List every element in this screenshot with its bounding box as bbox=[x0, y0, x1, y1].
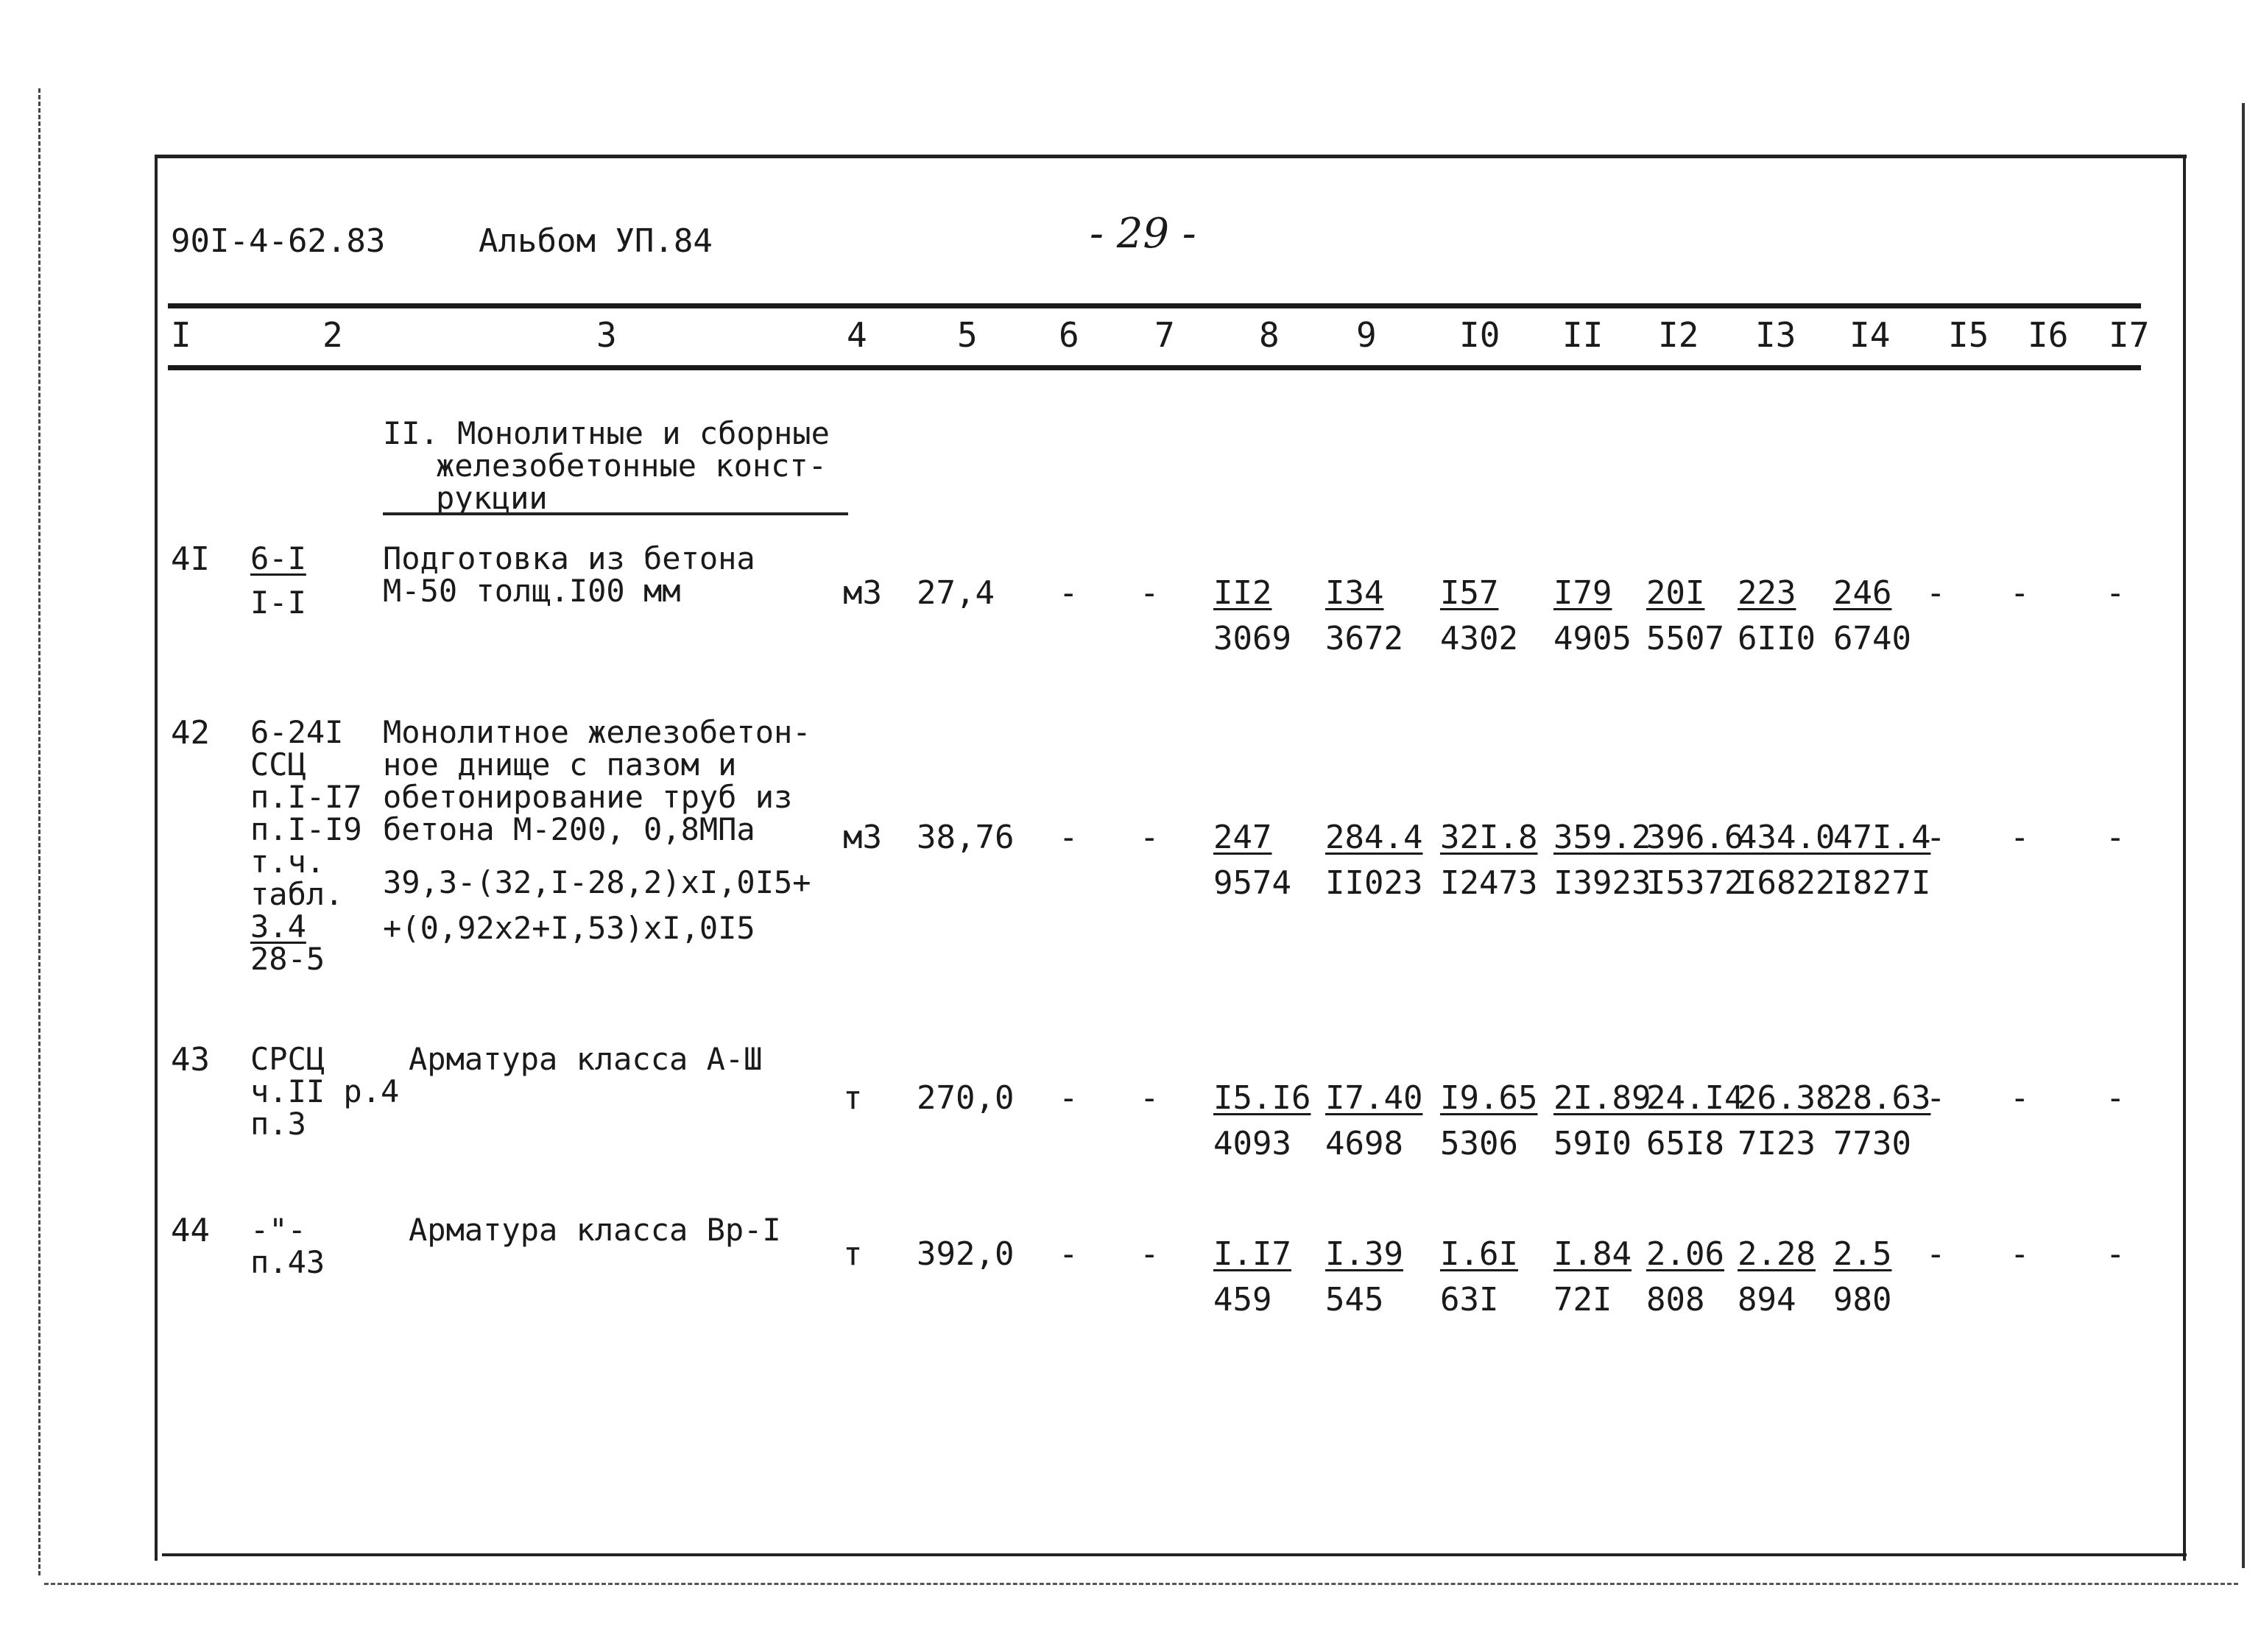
row-quantity: 270,0 bbox=[917, 1079, 1015, 1117]
row-tail-dash: - bbox=[1926, 574, 1946, 612]
row-cost-bottom: 4093 bbox=[1213, 1125, 1291, 1162]
header-rule-top bbox=[168, 303, 2141, 308]
document-code: 90I-4-62.83 bbox=[171, 222, 386, 260]
header-rule-bottom bbox=[168, 365, 2141, 370]
column-number: I5 bbox=[1948, 315, 1989, 355]
column-number: I bbox=[171, 315, 191, 355]
row-col6-value: - bbox=[1059, 819, 1079, 856]
row-cost-top: I7.40 bbox=[1325, 1079, 1423, 1117]
column-number: 9 bbox=[1356, 315, 1377, 355]
row-cost-bottom: 545 bbox=[1325, 1281, 1384, 1319]
row-cost-top: 2.06 bbox=[1646, 1235, 1724, 1273]
row-description-line: Монолитное железобетон- bbox=[383, 714, 811, 750]
row-cost-bottom: 5507 bbox=[1646, 620, 1724, 657]
row-number: 44 bbox=[171, 1212, 210, 1249]
row-reference-line: п.43 bbox=[250, 1244, 325, 1280]
row-col7-value: - bbox=[1140, 819, 1160, 856]
row-cost-bottom: 5306 bbox=[1440, 1125, 1518, 1162]
column-number: I6 bbox=[2028, 315, 2069, 355]
row-cost-top: 2.5 bbox=[1833, 1235, 1892, 1273]
row-description-line: бетона М-200, 0,8МПа bbox=[383, 811, 755, 847]
row-cost-bottom: 63I bbox=[1440, 1281, 1499, 1319]
row-reference-line: ч.II р.4 bbox=[250, 1073, 400, 1109]
row-reference-line: п.I-I7 bbox=[250, 779, 362, 815]
row-cost-bottom: 6740 bbox=[1833, 620, 1911, 657]
column-number: II bbox=[1562, 315, 1604, 355]
row-cost-top: 246 bbox=[1833, 574, 1892, 612]
column-number: I3 bbox=[1755, 315, 1796, 355]
row-cost-top: I34 bbox=[1325, 574, 1384, 612]
row-col7-value: - bbox=[1140, 1235, 1160, 1273]
row-cost-bottom: 4698 bbox=[1325, 1125, 1403, 1162]
row-number: 42 bbox=[171, 714, 210, 752]
row-cost-top: 20I bbox=[1646, 574, 1705, 612]
scan-edge-bottom bbox=[44, 1583, 2238, 1585]
row-reference-line: 28-5 bbox=[250, 941, 325, 977]
row-tail-dash: - bbox=[1926, 1235, 1946, 1273]
row-description-line: 39,3-(32,I-28,2)xI,0I5+ bbox=[383, 864, 811, 900]
column-number: 2 bbox=[322, 315, 343, 355]
row-tail-dash: - bbox=[2106, 1235, 2126, 1273]
row-cost-top: 359.2 bbox=[1553, 819, 1651, 856]
row-reference-line: п.3 bbox=[250, 1106, 306, 1142]
row-description-line: +(0,92x2+I,53)xI,0I5 bbox=[383, 910, 755, 946]
frame-bottom-border bbox=[162, 1553, 2187, 1556]
row-cost-top: I79 bbox=[1553, 574, 1612, 612]
row-description-line: ное днище с пазом и bbox=[383, 746, 737, 783]
row-tail-dash: - bbox=[2106, 819, 2126, 856]
row-cost-top: 47I.4 bbox=[1833, 819, 1931, 856]
row-cost-bottom: 894 bbox=[1738, 1281, 1796, 1319]
column-number: I2 bbox=[1658, 315, 1699, 355]
row-cost-top: II2 bbox=[1213, 574, 1272, 612]
frame-right-border bbox=[2183, 155, 2186, 1561]
row-tail-dash: - bbox=[2010, 574, 2030, 612]
row-cost-bottom: I3923 bbox=[1553, 864, 1651, 902]
row-reference-line: п.I-I9 bbox=[250, 811, 362, 847]
row-cost-bottom: I2473 bbox=[1440, 864, 1538, 902]
row-cost-bottom: I827I bbox=[1833, 864, 1931, 902]
row-cost-bottom: 808 bbox=[1646, 1281, 1705, 1319]
column-number: 4 bbox=[847, 315, 867, 355]
row-col6-value: - bbox=[1059, 574, 1079, 612]
frame-left-border bbox=[155, 155, 158, 1561]
row-description-line: М-50 толщ.I00 мм bbox=[383, 573, 681, 609]
row-cost-bottom: 9574 bbox=[1213, 864, 1291, 902]
column-number: 5 bbox=[957, 315, 978, 355]
row-cost-bottom: I5372 bbox=[1646, 864, 1744, 902]
row-cost-top: I.I7 bbox=[1213, 1235, 1291, 1273]
row-cost-bottom: 7730 bbox=[1833, 1125, 1911, 1162]
row-tail-dash: - bbox=[2010, 1079, 2030, 1117]
row-cost-top: I.39 bbox=[1325, 1235, 1403, 1273]
row-cost-top: 2.28 bbox=[1738, 1235, 1816, 1273]
row-cost-top: 223 bbox=[1738, 574, 1796, 612]
row-tail-dash: - bbox=[2010, 1235, 2030, 1273]
row-description-line: Арматура класса А-Ш bbox=[409, 1041, 763, 1077]
row-col6-value: - bbox=[1059, 1235, 1079, 1273]
row-unit: м3 bbox=[843, 574, 882, 612]
row-cost-top: 26.38 bbox=[1738, 1079, 1835, 1117]
row-reference-line: СРСЦ bbox=[250, 1041, 325, 1077]
row-cost-top: 2I.89 bbox=[1553, 1079, 1651, 1117]
row-number: 4I bbox=[171, 540, 210, 578]
column-number: 7 bbox=[1154, 315, 1175, 355]
row-unit: т bbox=[843, 1235, 863, 1273]
row-cost-bottom: 6II0 bbox=[1738, 620, 1816, 657]
row-description-line: Подготовка из бетона bbox=[383, 540, 755, 576]
row-quantity: 38,76 bbox=[917, 819, 1015, 856]
column-number: I7 bbox=[2109, 315, 2150, 355]
row-col6-value: - bbox=[1059, 1079, 1079, 1117]
row-cost-bottom: II023 bbox=[1325, 864, 1423, 902]
row-cost-bottom: 59I0 bbox=[1553, 1125, 1632, 1162]
row-reference-line: I-I bbox=[250, 585, 306, 621]
row-cost-top: 24.I4 bbox=[1646, 1079, 1744, 1117]
column-number: I4 bbox=[1849, 315, 1891, 355]
row-cost-top: I.84 bbox=[1553, 1235, 1632, 1273]
row-cost-bottom: 4302 bbox=[1440, 620, 1518, 657]
section-title-line-2: железобетонные конст- bbox=[436, 448, 828, 484]
row-description-line: Арматура класса Вр-I bbox=[409, 1212, 781, 1248]
row-quantity: 27,4 bbox=[917, 574, 995, 612]
scan-edge-right bbox=[2242, 103, 2245, 1568]
row-unit: м3 bbox=[843, 819, 882, 856]
row-col7-value: - bbox=[1140, 574, 1160, 612]
row-cost-bottom: 4905 bbox=[1553, 620, 1632, 657]
row-reference-line: 6-I bbox=[250, 540, 306, 576]
row-tail-dash: - bbox=[2010, 819, 2030, 856]
column-number: 8 bbox=[1259, 315, 1280, 355]
row-reference-line: 6-24I bbox=[250, 714, 344, 750]
row-cost-bottom: 72I bbox=[1553, 1281, 1612, 1319]
section-title-line-3: рукции bbox=[436, 480, 548, 516]
row-description-line: обетонирование труб из bbox=[383, 779, 793, 815]
row-cost-top: I9.65 bbox=[1440, 1079, 1538, 1117]
row-cost-top: I5.I6 bbox=[1213, 1079, 1311, 1117]
row-reference-line: табл. bbox=[250, 876, 344, 912]
row-cost-top: 247 bbox=[1213, 819, 1272, 856]
row-cost-top: 284.4 bbox=[1325, 819, 1423, 856]
row-reference-line: 3.4 bbox=[250, 908, 306, 945]
row-cost-top: 28.63 bbox=[1833, 1079, 1931, 1117]
row-cost-top: 434.0 bbox=[1738, 819, 1835, 856]
row-tail-dash: - bbox=[2106, 1079, 2126, 1117]
row-cost-bottom: 3672 bbox=[1325, 620, 1403, 657]
row-number: 43 bbox=[171, 1041, 210, 1079]
row-cost-bottom: I6822 bbox=[1738, 864, 1835, 902]
column-number: I0 bbox=[1459, 315, 1500, 355]
frame-top-border bbox=[155, 155, 2187, 158]
row-cost-top: 396.6 bbox=[1646, 819, 1744, 856]
column-number: 6 bbox=[1059, 315, 1079, 355]
row-cost-top: I57 bbox=[1440, 574, 1499, 612]
row-reference-line: -"- bbox=[250, 1212, 306, 1248]
section-title-line-1: II. Монолитные и сборные bbox=[383, 415, 830, 451]
row-reference-line: т.ч. bbox=[250, 844, 325, 880]
row-tail-dash: - bbox=[1926, 1079, 1946, 1117]
row-cost-top: 32I.8 bbox=[1440, 819, 1538, 856]
row-cost-bottom: 7I23 bbox=[1738, 1125, 1816, 1162]
row-tail-dash: - bbox=[1926, 819, 1946, 856]
section-underline bbox=[383, 512, 848, 515]
row-quantity: 392,0 bbox=[917, 1235, 1015, 1273]
album-title: Альбом УП.84 bbox=[479, 222, 713, 260]
row-reference-line: ССЦ bbox=[250, 746, 306, 783]
row-cost-bottom: 980 bbox=[1833, 1281, 1892, 1319]
row-tail-dash: - bbox=[2106, 574, 2126, 612]
row-cost-bottom: 65I8 bbox=[1646, 1125, 1724, 1162]
scan-edge-left bbox=[38, 88, 40, 1575]
row-unit: т bbox=[843, 1079, 863, 1117]
row-cost-bottom: 3069 bbox=[1213, 620, 1291, 657]
row-col7-value: - bbox=[1140, 1079, 1160, 1117]
column-number: 3 bbox=[596, 315, 617, 355]
row-cost-bottom: 459 bbox=[1213, 1281, 1272, 1319]
page-number: - 29 - bbox=[1090, 210, 1196, 258]
row-cost-top: I.6I bbox=[1440, 1235, 1518, 1273]
